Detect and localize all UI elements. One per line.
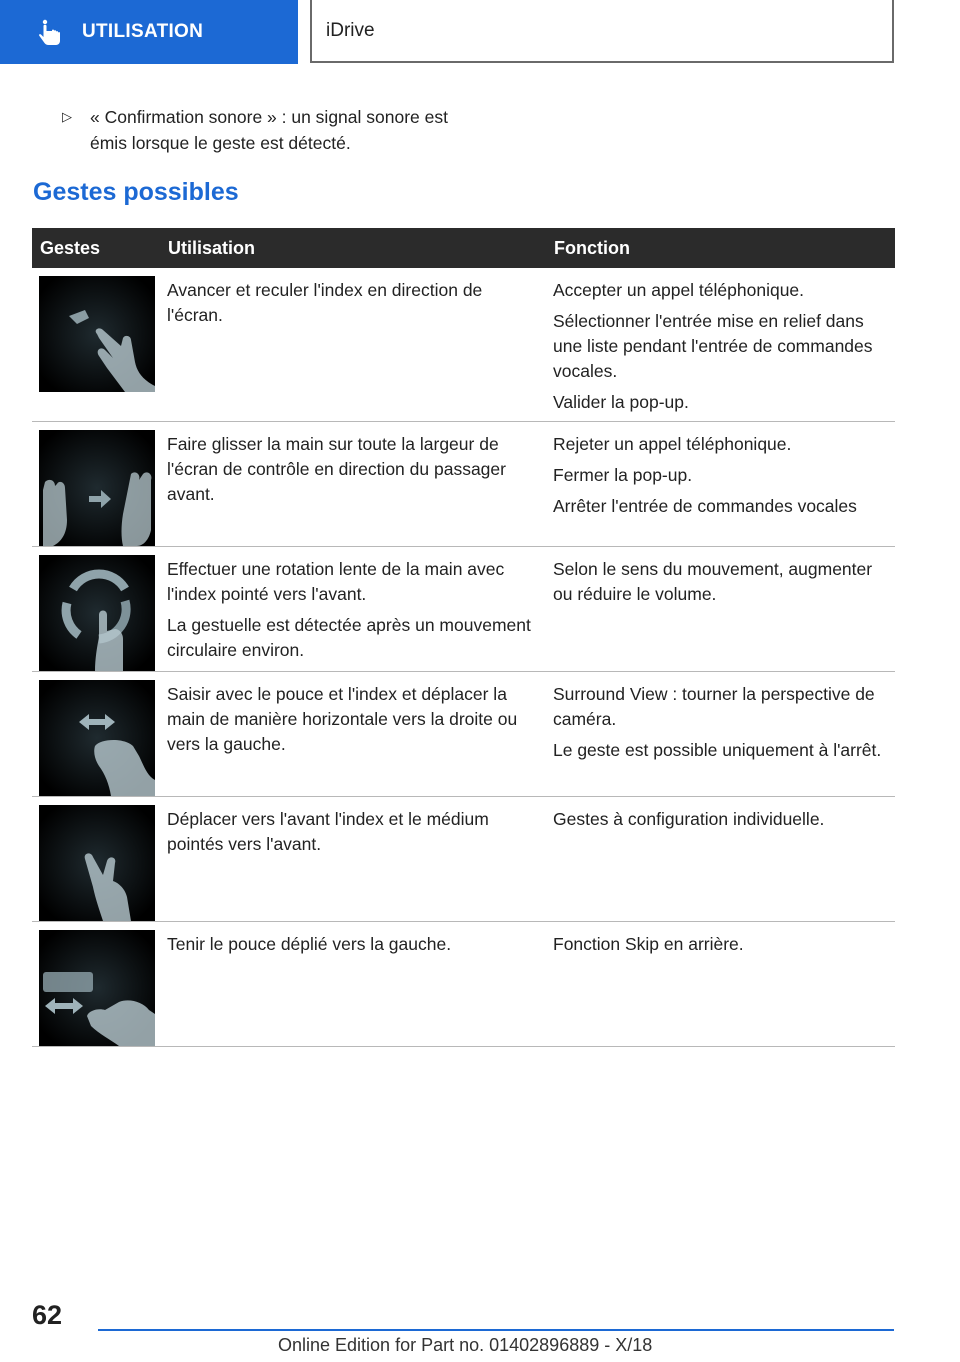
table-row bbox=[32, 797, 895, 922]
gesture-rotate-image bbox=[39, 555, 155, 671]
section-tab bbox=[0, 0, 298, 64]
utilisation-text: La gestuelle est détectée après un mouvement circulaire environ. bbox=[167, 615, 531, 660]
gesture-thumb-left-image bbox=[39, 930, 155, 1046]
fonction-text: Le geste est possible uniquement à l'arrêt. bbox=[553, 740, 882, 760]
page-number: 62 bbox=[32, 1300, 63, 1330]
fonction-text: Gestes à configuration individuelle. bbox=[553, 809, 825, 829]
fonction-text: Selon le sens du mouvement, augmenter ou réduire le volume. bbox=[553, 559, 873, 604]
footer-divider bbox=[98, 1329, 894, 1331]
header-fonction: Fonction bbox=[546, 228, 895, 268]
table-row bbox=[32, 672, 895, 797]
header-gestes: Gestes bbox=[32, 228, 160, 268]
table-row bbox=[32, 547, 895, 672]
utilisation-text: Tenir le pouce déplié vers la gauche. bbox=[167, 934, 452, 954]
chapter-box bbox=[310, 0, 894, 63]
fonction-text: Surround View : tourner la perspective de caméra. bbox=[553, 684, 875, 729]
utilisation-text: Avancer et reculer l'index en direction de l'écran. bbox=[167, 280, 483, 325]
chapter-label: iDrive bbox=[326, 19, 375, 41]
header-utilisation: Utilisation bbox=[160, 228, 546, 268]
fonction-text: Accepter un appel téléphonique. bbox=[553, 280, 805, 300]
fonction-text: Rejeter un appel téléphonique. bbox=[553, 434, 792, 454]
bullet-marker: ▷ bbox=[62, 109, 72, 124]
fonction-text: Fermer la pop-up. bbox=[553, 465, 693, 485]
table-row bbox=[32, 922, 895, 1047]
table-row bbox=[32, 268, 895, 422]
bullet-item bbox=[62, 104, 482, 156]
section-title: Gestes possibles bbox=[33, 178, 239, 206]
fonction-text: Fonction Skip en arrière. bbox=[553, 934, 744, 954]
gesture-two-fingers-image bbox=[39, 805, 155, 921]
gesture-swipe-image bbox=[39, 430, 155, 546]
table-row bbox=[32, 422, 895, 547]
gestures-table bbox=[32, 228, 895, 1047]
gesture-pinch-move-image bbox=[39, 680, 155, 796]
fonction-text: Valider la pop-up. bbox=[553, 392, 689, 412]
fonction-text: Arrêter l'entrée de commandes vocales bbox=[553, 496, 857, 516]
hand-pointer-icon bbox=[36, 17, 66, 47]
footer-edition: Online Edition for Part no. 01402896889 - X/18 bbox=[278, 1335, 653, 1355]
fonction-text: Sélectionner l'entrée mise en relief dans une liste pendant l'entrée de commandes vocales. bbox=[553, 311, 873, 381]
utilisation-text: Saisir avec le pouce et l'index et déplacer la main de manière horizontale vers la droite ou vers la gauche. bbox=[167, 684, 518, 754]
utilisation-text: Faire glisser la main sur toute la largeur de l'écran de contrôle en direction du passager avant. bbox=[167, 434, 506, 504]
utilisation-text: Effectuer une rotation lente de la main avec l'index pointé vers l'avant. bbox=[167, 559, 505, 604]
section-label: UTILISATION bbox=[82, 21, 204, 42]
utilisation-text: Déplacer vers l'avant l'index et le médium pointés vers l'avant. bbox=[167, 809, 489, 854]
table-header-row bbox=[32, 228, 895, 268]
gesture-point-tap-image bbox=[39, 276, 155, 392]
bullet-text: « Confirmation sonore » : un signal sonore est émis lorsque le geste est détecté. bbox=[90, 107, 448, 153]
